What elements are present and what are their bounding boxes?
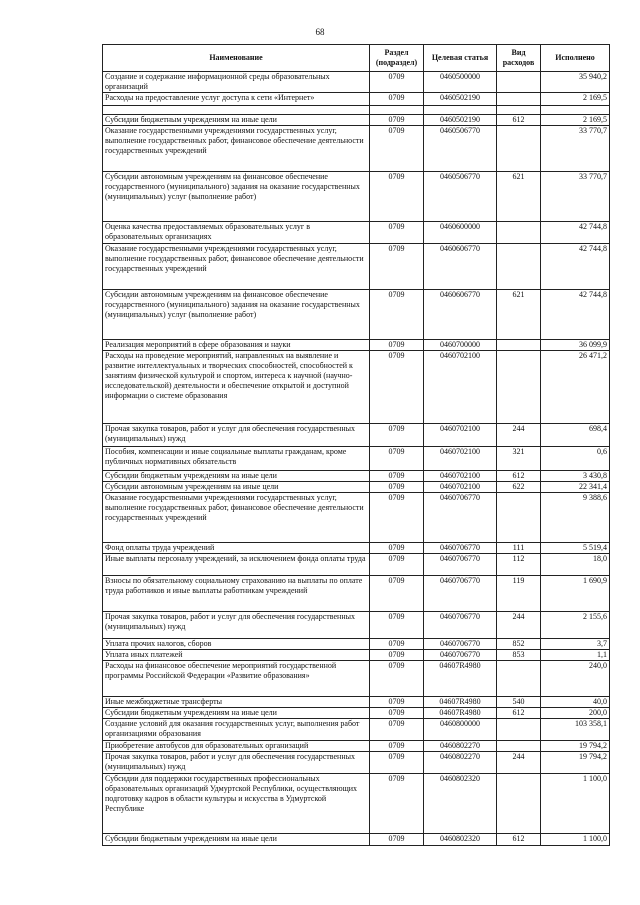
- name-cell: Создание и содержание информационной среды образовательных организаций: [103, 72, 370, 93]
- name-cell: Оказание государственными учреждениями государственных услуг, выполнение государственных работ, финансовое обеспечение деятельности государственных учреждений: [103, 126, 370, 172]
- expense-type-cell: 244: [497, 752, 541, 774]
- expense-type-cell: 244: [497, 612, 541, 639]
- header-section: Раздел (подраздел): [370, 45, 424, 72]
- name-cell: Приобретение автобусов для образовательных организаций: [103, 741, 370, 752]
- section-cell: 0709: [370, 661, 424, 697]
- table-row: [103, 222, 610, 244]
- table-row: [103, 774, 610, 834]
- executed-cell: 42 744,8: [541, 290, 610, 340]
- section-cell: 0709: [370, 741, 424, 752]
- expense-type-cell: [497, 774, 541, 834]
- target-cell: 04607R4980: [424, 697, 497, 708]
- expense-type-cell: 622: [497, 482, 541, 493]
- executed-cell: [541, 106, 610, 115]
- name-cell: Субсидии бюджетным учреждениям на иные цели: [103, 708, 370, 719]
- expense-type-cell: 112: [497, 554, 541, 576]
- target-cell: 0460706770: [424, 650, 497, 661]
- expense-type-cell: [497, 661, 541, 697]
- section-cell: 0709: [370, 774, 424, 834]
- name-cell: Расходы на проведение мероприятий, направленных на выявление и развитие интеллектуальных и творческих способностей, способностей к занятиям физической культурой и спортом, интереса к научной (научно-исследовательской) деятельности и обеспечение открытой и доступной информации о системе образования: [103, 351, 370, 424]
- table-row: [103, 576, 610, 612]
- target-cell: 0460506770: [424, 172, 497, 222]
- table-row: [103, 290, 610, 340]
- section-cell: 0709: [370, 72, 424, 93]
- target-cell: 0460502190: [424, 115, 497, 126]
- table-row: [103, 719, 610, 741]
- name-cell: Иные выплаты персоналу учреждений, за исключением фонда оплаты труда: [103, 554, 370, 576]
- section-cell: 0709: [370, 93, 424, 106]
- target-cell: 0460702100: [424, 482, 497, 493]
- executed-cell: 1 100,0: [541, 774, 610, 834]
- expense-type-cell: 612: [497, 115, 541, 126]
- table-row: [103, 471, 610, 482]
- header-name: Наименование: [103, 45, 370, 72]
- expense-type-cell: 621: [497, 290, 541, 340]
- executed-cell: 42 744,8: [541, 222, 610, 244]
- target-cell: 0460702100: [424, 447, 497, 471]
- name-cell: Субсидии бюджетным учреждениям на иные цели: [103, 115, 370, 126]
- table-row: [103, 93, 610, 106]
- name-cell: Оказание государственными учреждениями государственных услуг, выполнение государственных работ, финансовое обеспечение деятельности государственных учреждений: [103, 244, 370, 290]
- name-cell: Оценка качества предоставляемых образовательных услуг в образовательных организациях: [103, 222, 370, 244]
- executed-cell: 18,0: [541, 554, 610, 576]
- table-row: [103, 493, 610, 543]
- table-row: [103, 106, 610, 115]
- table-row: [103, 554, 610, 576]
- executed-cell: 698,4: [541, 424, 610, 447]
- name-cell: Прочая закупка товаров, работ и услуг для обеспечения государственных (муниципальных) нужд: [103, 424, 370, 447]
- executed-cell: 33 770,7: [541, 126, 610, 172]
- executed-cell: 36 099,9: [541, 340, 610, 351]
- name-cell: Взносы по обязательному социальному страхованию на выплаты по оплате труда работников и иные выплаты работникам учреждений: [103, 576, 370, 612]
- name-cell: Пособия, компенсации и иные социальные выплаты гражданам, кроме публичных нормативных обязательств: [103, 447, 370, 471]
- name-cell: Оказание государственными учреждениями государственных услуг, выполнение государственных работ, финансовое обеспечение деятельности государственных учреждений: [103, 493, 370, 543]
- name-cell: Реализация мероприятий в сфере образования и науки: [103, 340, 370, 351]
- target-cell: 0460802270: [424, 752, 497, 774]
- section-cell: 0709: [370, 493, 424, 543]
- expense-type-cell: 853: [497, 650, 541, 661]
- section-cell: 0709: [370, 115, 424, 126]
- section-cell: 0709: [370, 447, 424, 471]
- executed-cell: 40,0: [541, 697, 610, 708]
- header-executed: Исполнено: [541, 45, 610, 72]
- executed-cell: 33 770,7: [541, 172, 610, 222]
- table-row: [103, 115, 610, 126]
- expense-type-cell: 852: [497, 639, 541, 650]
- header-target: Целевая статья: [424, 45, 497, 72]
- target-cell: 0460706770: [424, 493, 497, 543]
- expense-type-cell: [497, 93, 541, 106]
- expense-type-cell: 540: [497, 697, 541, 708]
- target-cell: 0460802320: [424, 834, 497, 846]
- executed-cell: 35 940,2: [541, 72, 610, 93]
- expense-type-cell: [497, 741, 541, 752]
- target-cell: 0460802270: [424, 741, 497, 752]
- executed-cell: 1 100,0: [541, 834, 610, 846]
- expense-type-cell: 111: [497, 543, 541, 554]
- table-row: [103, 126, 610, 172]
- name-cell: [103, 106, 370, 115]
- expense-type-cell: 621: [497, 172, 541, 222]
- target-cell: 0460706770: [424, 612, 497, 639]
- table-row: [103, 612, 610, 639]
- target-cell: 0460700000: [424, 340, 497, 351]
- expense-type-cell: [497, 222, 541, 244]
- section-cell: 0709: [370, 126, 424, 172]
- table-row: [103, 650, 610, 661]
- section-cell: 0709: [370, 482, 424, 493]
- expense-type-cell: [497, 106, 541, 115]
- expense-type-cell: 612: [497, 471, 541, 482]
- target-cell: 04607R4980: [424, 661, 497, 697]
- section-cell: 0709: [370, 222, 424, 244]
- expense-type-cell: [497, 351, 541, 424]
- target-cell: 0460802320: [424, 774, 497, 834]
- target-cell: 0460706770: [424, 639, 497, 650]
- table-row: [103, 708, 610, 719]
- target-cell: [424, 106, 497, 115]
- executed-cell: 2 169,5: [541, 115, 610, 126]
- executed-cell: 22 341,4: [541, 482, 610, 493]
- name-cell: Фонд оплаты труда учреждений: [103, 543, 370, 554]
- target-cell: 0460702100: [424, 424, 497, 447]
- expense-type-cell: [497, 340, 541, 351]
- name-cell: Иные межбюджетные трансферты: [103, 697, 370, 708]
- table-row: [103, 639, 610, 650]
- expense-type-cell: [497, 244, 541, 290]
- executed-cell: 3 430,8: [541, 471, 610, 482]
- section-cell: [370, 106, 424, 115]
- executed-cell: 0,6: [541, 447, 610, 471]
- section-cell: 0709: [370, 351, 424, 424]
- target-cell: 0460600000: [424, 222, 497, 244]
- expense-type-cell: [497, 72, 541, 93]
- name-cell: Создание условий для оказания государственных услуг, выполнения работ организациями образования: [103, 719, 370, 741]
- section-cell: 0709: [370, 650, 424, 661]
- page-number: 68: [315, 27, 325, 37]
- target-cell: 0460800000: [424, 719, 497, 741]
- name-cell: Субсидии автономным учреждениям на финансовое обеспечение государственного (муниципального) задания на оказание государственных (муниципальных) услуг (выполнение работ): [103, 172, 370, 222]
- table-row: [103, 834, 610, 846]
- expense-type-cell: [497, 493, 541, 543]
- executed-cell: 9 388,6: [541, 493, 610, 543]
- name-cell: Расходы на финансовое обеспечение мероприятий государственной программы Российской Федерации «Развитие образования»: [103, 661, 370, 697]
- expense-type-cell: 612: [497, 708, 541, 719]
- executed-cell: 2 155,6: [541, 612, 610, 639]
- target-cell: 0460502190: [424, 93, 497, 106]
- table-header-row: [103, 45, 610, 72]
- table-row: [103, 424, 610, 447]
- table-row: [103, 351, 610, 424]
- executed-cell: 19 794,2: [541, 741, 610, 752]
- executed-cell: 2 169,5: [541, 93, 610, 106]
- target-cell: 0460606770: [424, 244, 497, 290]
- executed-cell: 1 690,9: [541, 576, 610, 612]
- name-cell: Субсидии для поддержки государственных профессиональных образовательных организаций Удмуртской Республики, осуществляющих подготовку кадров в области культуры и искусства в Удмуртской Республике: [103, 774, 370, 834]
- executed-cell: 240,0: [541, 661, 610, 697]
- expense-type-cell: 119: [497, 576, 541, 612]
- name-cell: Уплата иных платежей: [103, 650, 370, 661]
- target-cell: 0460606770: [424, 290, 497, 340]
- executed-cell: 3,7: [541, 639, 610, 650]
- executed-cell: 19 794,2: [541, 752, 610, 774]
- table-row: [103, 447, 610, 471]
- expense-type-cell: 612: [497, 834, 541, 846]
- name-cell: Прочая закупка товаров, работ и услуг для обеспечения государственных (муниципальных) нужд: [103, 612, 370, 639]
- table-row: [103, 340, 610, 351]
- section-cell: 0709: [370, 639, 424, 650]
- table-row: [103, 697, 610, 708]
- header-expense-type: Вид расходов: [497, 45, 541, 72]
- section-cell: 0709: [370, 172, 424, 222]
- executed-cell: 42 744,8: [541, 244, 610, 290]
- executed-cell: 1,1: [541, 650, 610, 661]
- table-row: [103, 752, 610, 774]
- section-cell: 0709: [370, 708, 424, 719]
- expense-type-cell: [497, 719, 541, 741]
- target-cell: 0460506770: [424, 126, 497, 172]
- section-cell: 0709: [370, 576, 424, 612]
- name-cell: Субсидии бюджетным учреждениям на иные цели: [103, 834, 370, 846]
- section-cell: 0709: [370, 471, 424, 482]
- section-cell: 0709: [370, 340, 424, 351]
- section-cell: 0709: [370, 752, 424, 774]
- target-cell: 0460706770: [424, 543, 497, 554]
- section-cell: 0709: [370, 244, 424, 290]
- name-cell: Субсидии автономным учреждениям на иные цели: [103, 482, 370, 493]
- expense-type-cell: 321: [497, 447, 541, 471]
- target-cell: 04607R4980: [424, 708, 497, 719]
- table-row: [103, 543, 610, 554]
- target-cell: 0460706770: [424, 554, 497, 576]
- executed-cell: 103 358,1: [541, 719, 610, 741]
- name-cell: Субсидии бюджетным учреждениям на иные цели: [103, 471, 370, 482]
- table-row: [103, 482, 610, 493]
- section-cell: 0709: [370, 290, 424, 340]
- table-body: [103, 72, 610, 846]
- target-cell: 0460702100: [424, 351, 497, 424]
- executed-cell: 26 471,2: [541, 351, 610, 424]
- section-cell: 0709: [370, 697, 424, 708]
- section-cell: 0709: [370, 719, 424, 741]
- target-cell: 0460706770: [424, 576, 497, 612]
- table-row: [103, 244, 610, 290]
- name-cell: Расходы на предоставление услуг доступа к сети «Интернет»: [103, 93, 370, 106]
- name-cell: Уплата прочих налогов, сборов: [103, 639, 370, 650]
- executed-cell: 200,0: [541, 708, 610, 719]
- section-cell: 0709: [370, 834, 424, 846]
- expense-type-cell: 244: [497, 424, 541, 447]
- section-cell: 0709: [370, 612, 424, 639]
- budget-table: [102, 44, 610, 846]
- name-cell: Субсидии автономным учреждениям на финансовое обеспечение государственного (муниципального) задания на оказание государственных (муниципальных) услуг (выполнение работ): [103, 290, 370, 340]
- section-cell: 0709: [370, 424, 424, 447]
- section-cell: 0709: [370, 554, 424, 576]
- table-row: [103, 172, 610, 222]
- target-cell: 0460500000: [424, 72, 497, 93]
- expense-type-cell: [497, 126, 541, 172]
- section-cell: 0709: [370, 543, 424, 554]
- table-row: [103, 741, 610, 752]
- target-cell: 0460702100: [424, 471, 497, 482]
- name-cell: Прочая закупка товаров, работ и услуг для обеспечения государственных (муниципальных) нужд: [103, 752, 370, 774]
- executed-cell: 5 519,4: [541, 543, 610, 554]
- table-row: [103, 72, 610, 93]
- table-row: [103, 661, 610, 697]
